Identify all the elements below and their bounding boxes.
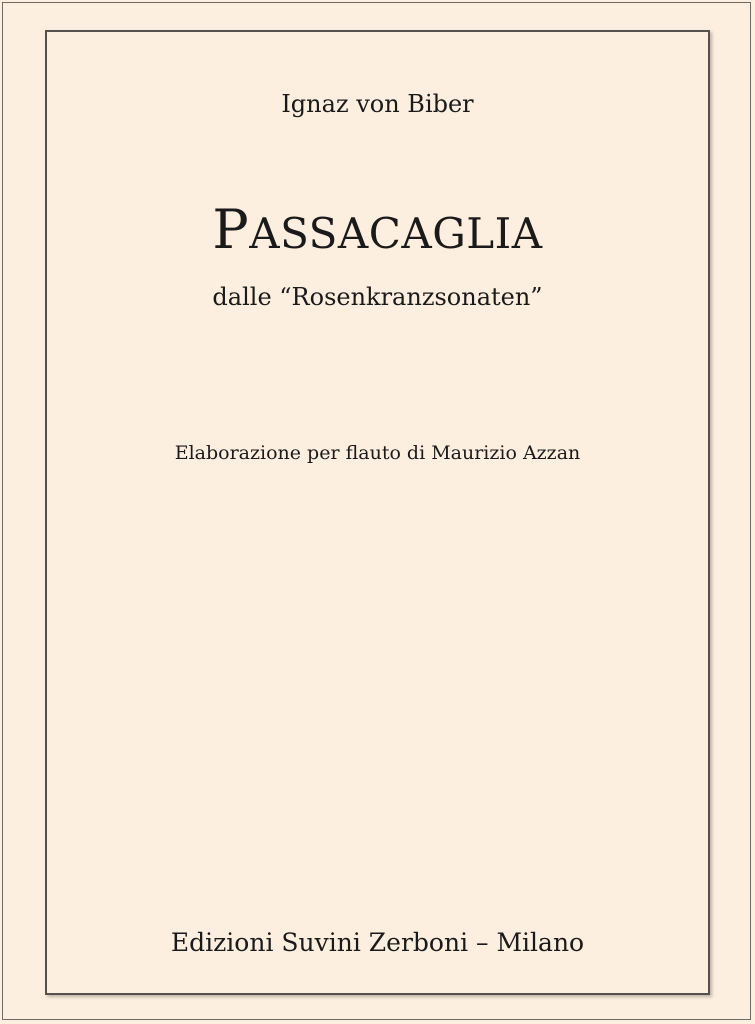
cover-frame [45,30,710,995]
publisher-imprint: Edizioni Suvini Zerboni – Milano [170,928,585,957]
work-title [0,198,755,261]
composer-name: Ignaz von Biber [281,90,474,118]
work-subtitle: dalle “Rosenkranzsonaten” [212,283,543,311]
work-title-rest: ASSACAGLIA [249,209,543,258]
arranger-credit: Elaborazione per flauto di Maurizio Azzan [174,442,581,464]
work-title-initial: P [212,198,250,261]
